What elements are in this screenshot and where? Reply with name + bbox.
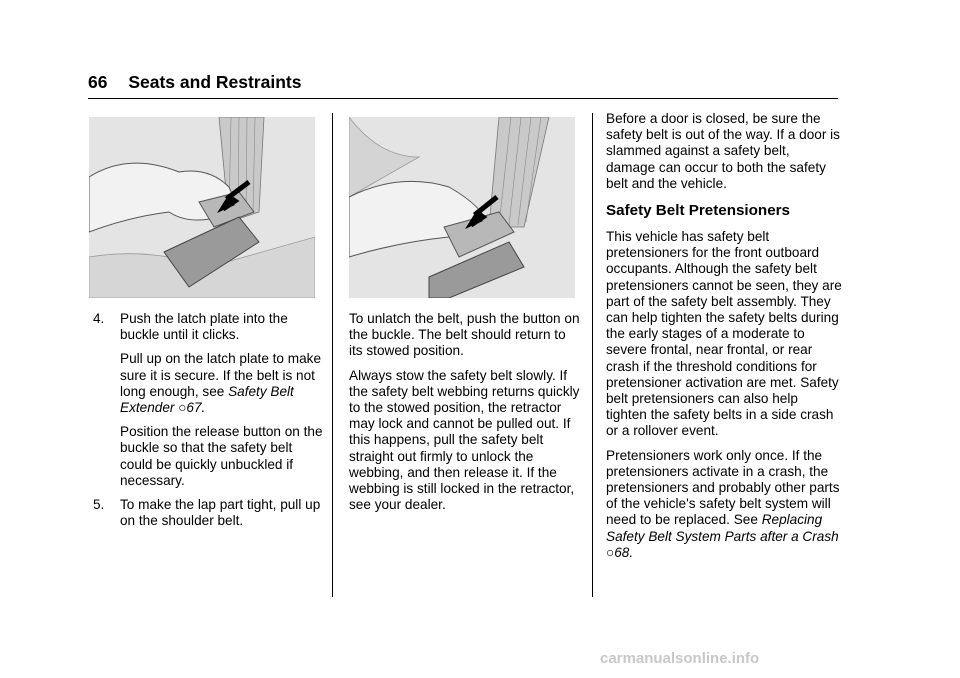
extender-page-ref[interactable]: 67. bbox=[186, 400, 206, 416]
unlatch-button-illustration bbox=[349, 117, 575, 298]
column-1 bbox=[89, 311, 325, 537]
release-button-paragraph: Position the release button on the buckle so that the safety belt could be quickly unbuckled if necessary. bbox=[120, 424, 323, 488]
pretensioners-once-paragraph bbox=[606, 448, 842, 561]
page-number: 66 bbox=[88, 72, 108, 92]
column-divider-2 bbox=[592, 113, 593, 597]
replacing-parts-link[interactable]: Replacing Safety Belt System Parts after a Crash bbox=[606, 512, 839, 544]
column-3 bbox=[606, 111, 842, 569]
step-4-number: 4. bbox=[93, 311, 105, 326]
header-rule bbox=[88, 98, 838, 99]
latch-check-text: Pull up on the latch plate to make sure it is secure. If the belt is not long enough, see bbox=[120, 351, 322, 399]
page-reference-icon: ○ bbox=[606, 544, 615, 560]
pretensioners-paragraph: This vehicle has safety belt pretensioners for the front outboard occupants. Although the safety belt pretensioners cannot be seen, they are part of the safety belt assembly. They can help tighten the safety belts during the early stages of a moderate to severe frontal, near frontal, or rear crash if the threshold conditions for pretensioner activation are met. Safety belt pretensioners can also help tighten the safety belts in a side crash or a rollover event. bbox=[606, 229, 842, 439]
replacing-parts-page-ref[interactable]: 68. bbox=[614, 544, 634, 560]
latch-check-paragraph bbox=[89, 351, 325, 416]
door-closing-paragraph: Before a door is closed, be sure the safety belt is out of the way. If a door is slammed against a safety belt, damage can occur to both the safety belt and the vehicle. bbox=[606, 111, 840, 191]
unlatch-paragraph: To unlatch the belt, push the button on the buckle. The belt should return to its stowed position. bbox=[349, 311, 580, 359]
section-title: Seats and Restraints bbox=[128, 72, 302, 92]
step-5 bbox=[89, 497, 325, 529]
safety-belt-extender-link[interactable]: Safety Belt Extender bbox=[120, 383, 294, 416]
pretensioners-heading: Safety Belt Pretensioners bbox=[606, 202, 791, 220]
step-4 bbox=[89, 311, 325, 343]
page-header bbox=[88, 72, 301, 93]
page-reference-icon: ○ bbox=[178, 400, 187, 416]
step-4-text: Push the latch plate into the buckle until it clicks. bbox=[120, 311, 288, 343]
latch-plate-illustration bbox=[89, 117, 315, 298]
watermark: carmanualsonline.info bbox=[600, 650, 760, 667]
column-2 bbox=[349, 311, 581, 521]
step-5-text: To make the lap part tight, pull up on the shoulder belt. bbox=[120, 497, 321, 529]
column-divider-1 bbox=[332, 113, 333, 597]
pretensioners-once-text: Pretensioners work only once. If the pretensioners activate in a crash, the pretensioners and probably other parts of the vehicle's safety belt system will need to be replaced. See bbox=[606, 447, 840, 528]
step-5-number: 5. bbox=[93, 497, 105, 513]
stow-belt-paragraph: Always stow the safety belt slowly. If the safety belt webbing returns quickly to the stowed position, the retractor may lock and cannot be pulled out. If this happens, pull the safety belt straight out firmly to unlock the webbing, and then release it. If the webbing is still locked in the retractor, see your dealer. bbox=[349, 367, 580, 513]
